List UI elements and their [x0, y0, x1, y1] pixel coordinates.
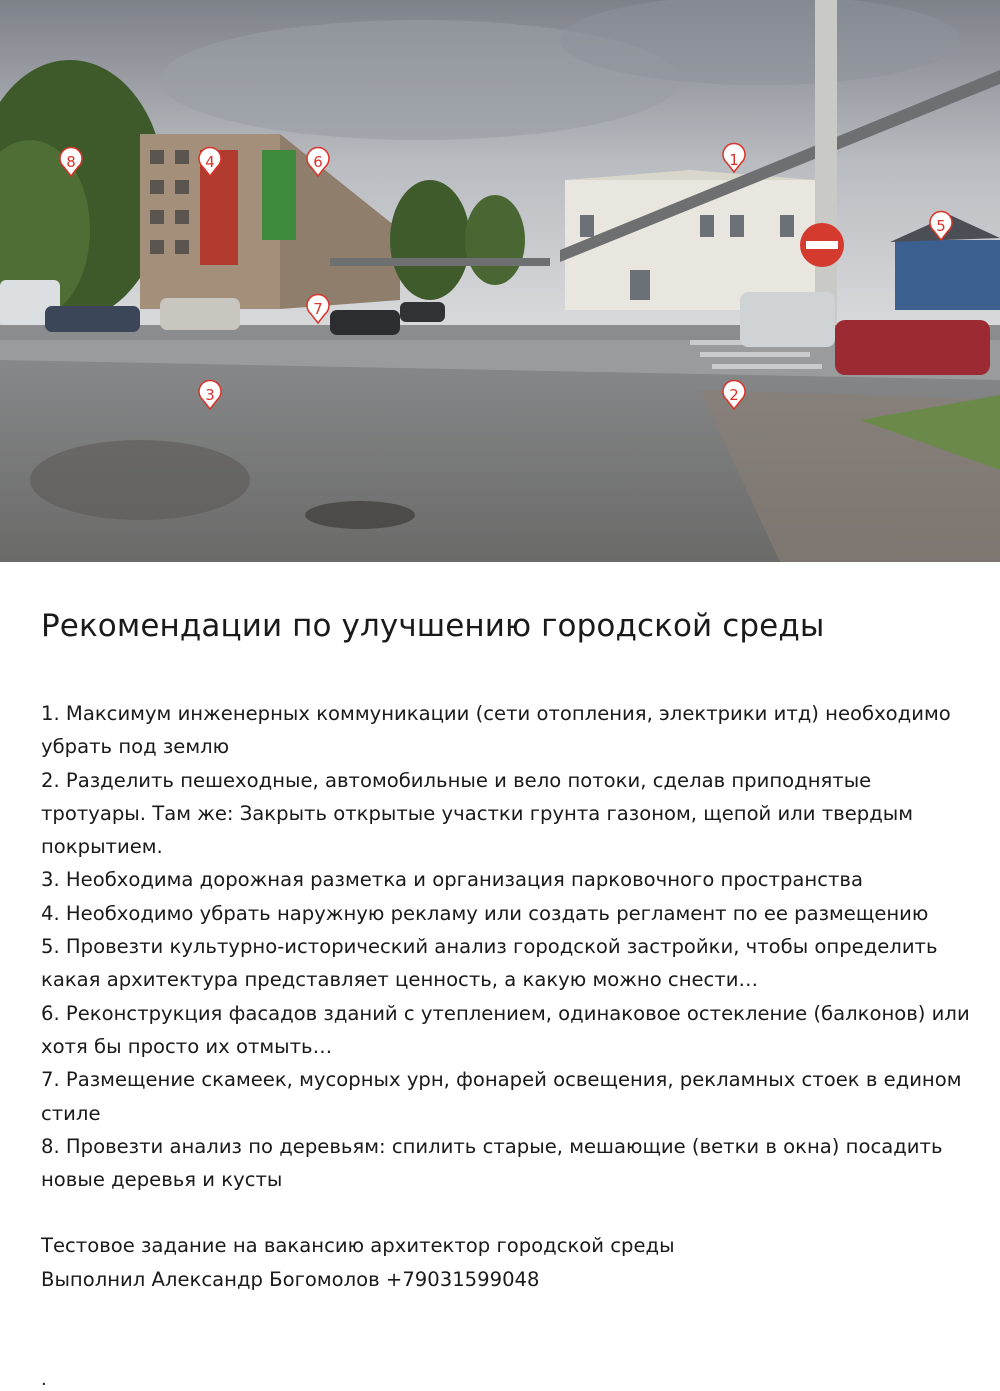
- svg-text:8: 8: [66, 153, 76, 171]
- trailing-mark: .: [41, 1369, 47, 1390]
- list-item: 6. Реконструкция фасадов зданий с утеплением, одинаковое остекление (балконов) или хотя бы просто их отмыть…: [41, 1001, 970, 1058]
- svg-text:2: 2: [729, 386, 739, 404]
- street-scene-illustration: [0, 0, 1000, 562]
- svg-text:7: 7: [313, 300, 323, 318]
- svg-text:3: 3: [205, 386, 215, 404]
- list-item: 5. Провезти культурно-исторический анализ городской застройки, чтобы определить какая архитектура представляет ценность, а какую можно снести…: [41, 935, 938, 992]
- svg-text:6: 6: [313, 153, 323, 171]
- svg-text:5: 5: [936, 217, 946, 235]
- list-item: 7. Размещение скамеек, мусорных урн, фонарей освещения, рекламных стоек в едином стиле: [41, 1068, 962, 1125]
- list-item: 1. Максимум инженерных коммуникации (сети отопления, электрики итд) необходимо убрать под землю: [41, 702, 951, 759]
- street-photo: [0, 0, 1000, 562]
- page-title: Рекомендации по улучшению городской среды: [41, 608, 825, 644]
- svg-text:1: 1: [729, 151, 739, 169]
- list-item: 3. Необходима дорожная разметка и организация парковочного пространства: [41, 868, 863, 892]
- text-content: [41, 604, 981, 1296]
- recommendations-list: [41, 697, 981, 1196]
- svg-text:4: 4: [205, 153, 215, 171]
- footer: [41, 1229, 981, 1296]
- list-item: 4. Необходимо убрать наружную рекламу или создать регламент по ее размещению: [41, 901, 929, 925]
- list-item: 2. Разделить пешеходные, автомобильные и вело потоки, сделав приподнятые тротуары. Там же: Закрыть открытые участки грунта газоном, щепой или твердым покрытием.: [41, 768, 913, 859]
- footer-task-line: Тестовое задание на вакансию архитектор городской среды: [41, 1234, 675, 1258]
- list-item: 8. Провезти анализ по деревьям: спилить старые, мешающие (ветки в окна) посадить новые деревья и кусты: [41, 1134, 943, 1192]
- footer-author-line: Выполнил Александр Богомолов +79031599048: [41, 1267, 540, 1291]
